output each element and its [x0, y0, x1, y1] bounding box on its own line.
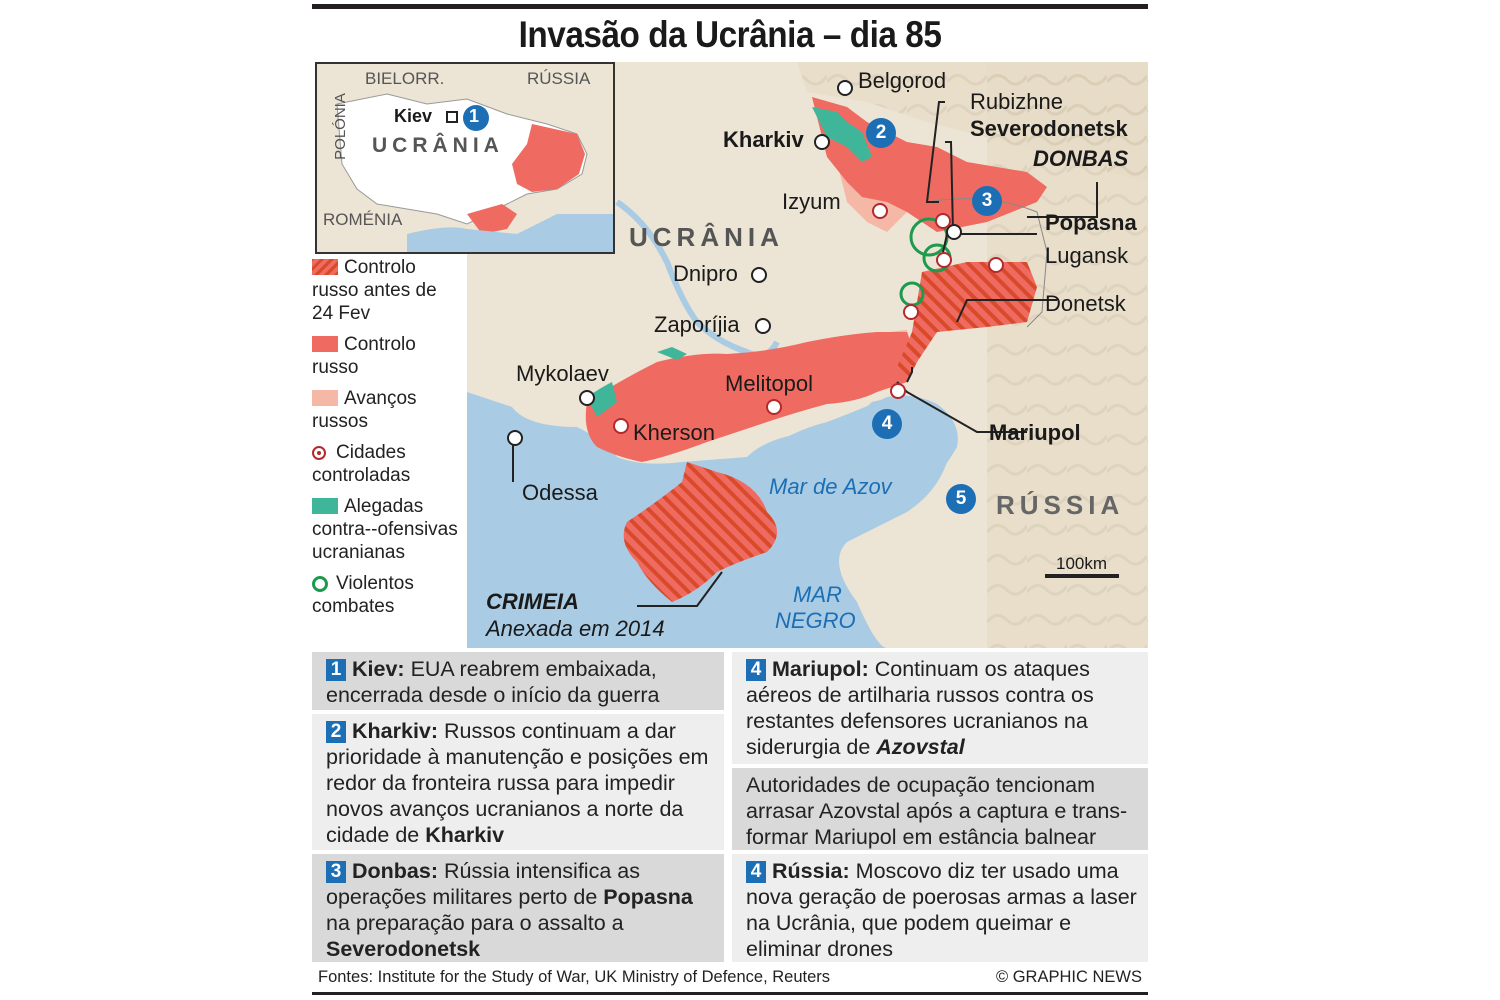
page-title: Invasão da Ucrânia – dia 85 — [518, 14, 942, 55]
advances-swatch — [312, 390, 338, 406]
credit-text: © GRAPHIC NEWS — [995, 968, 1142, 986]
label-popasna: Popasna — [1045, 210, 1137, 235]
belgorod-marker — [837, 80, 853, 96]
sources-text: Fontes: Institute for the Study of War, UK Ministry of Defence, Reuters — [318, 968, 831, 986]
inset-label-romenia: ROMÉNIA — [323, 210, 403, 229]
notes-panel — [312, 652, 1148, 962]
inset-kiev-marker — [447, 112, 457, 122]
legend-advances: Avanços russos — [312, 388, 417, 432]
note-number: 3 — [326, 861, 346, 883]
legend — [312, 256, 462, 626]
control-swatch — [312, 336, 338, 352]
label-donetsk: Donetsk — [1045, 291, 1126, 316]
fighting-ring-icon — [312, 576, 328, 592]
zaporijia-marker — [755, 318, 771, 334]
note-mariupol: 4 Mariupol: Continuam os ataques aéreos de artilharia russos contra os restantes defensores ucranianos na siderurgia de Azovstal — [732, 652, 1148, 764]
controlled-city-icon — [312, 446, 326, 460]
label-crimeia-sub: Anexada em 2014 — [486, 616, 665, 641]
label-izyum: Izyum — [782, 189, 841, 214]
label-kharkiv: Kharkiv — [723, 127, 804, 152]
label-melitopol: Melitopol — [725, 371, 814, 396]
bottom-rule — [312, 992, 1148, 995]
map-marker-4: 4 — [872, 409, 902, 439]
popasna-controlled-marker — [936, 252, 952, 268]
note-number: 4 — [746, 861, 766, 883]
note-azovstal: Autoridades de ocupação tencionam arrasar Azovstal após a captura e trans-formar Mariupol em estância balnear — [732, 768, 1148, 850]
inset-marker-1-label: 1 — [469, 106, 480, 126]
label-mariupol: Mariupol — [989, 420, 1081, 445]
odessa-marker — [507, 430, 523, 446]
label-belgorod: Belgorod — [858, 68, 947, 93]
rubizhne-controlled-marker — [935, 213, 951, 229]
map-marker-5: 5 — [946, 484, 976, 514]
legend-pre-war: Controlo russo antes de 24 Fev — [312, 257, 437, 324]
legend-fighting: Violentos combates — [312, 573, 414, 617]
label-mar: MAR — [793, 582, 842, 607]
mykolaev-marker — [579, 390, 595, 406]
label-azov: Mar de Azov — [769, 474, 892, 499]
dnipro-marker — [751, 267, 767, 283]
note-number: 2 — [326, 721, 346, 743]
lugansk-controlled-marker — [988, 257, 1004, 273]
note-kiev: 1 Kiev: EUA reabrem embaixada, encerrada desde o início da guerra — [312, 652, 724, 710]
inset-label-bielorr: BIELORR. — [365, 69, 445, 88]
mariupol-controlled-marker — [890, 383, 906, 399]
kherson-controlled-marker — [613, 418, 629, 434]
kharkiv-marker — [814, 134, 830, 150]
label-negro: NEGRO — [775, 608, 856, 633]
label-russia: RÚSSIA — [996, 490, 1125, 520]
note-number: 1 — [326, 659, 346, 681]
label-lugansk: Lugansk — [1045, 243, 1129, 268]
label-rubizhne: Rubizhne — [970, 89, 1063, 114]
note-number: 4 — [746, 659, 766, 681]
note-kharkiv: 2 Kharkiv: Russos continuam a dar prioridade à manutenção e posições em redor da fronteira russa para impedir novos avanços ucranianos a norte da cidade de Kharkiv — [312, 714, 724, 850]
label-scale: 100km — [1056, 554, 1108, 573]
inset-label-ucrania: UCRÂNIA — [372, 134, 504, 157]
legend-cities: Cidades controladas — [312, 442, 411, 486]
legend-control: Controlo russo — [312, 334, 416, 378]
legend-counter: Alegadas contra--ofensivas ucranianas — [312, 496, 458, 563]
hatch-swatch — [312, 259, 338, 275]
label-severodonetsk: Severodonetsk — [970, 116, 1128, 141]
note-donbas: 3 Donbas: Rússia intensifica as operações militares perto de Popasna na preparação para o assalto a Severodonetsk — [312, 854, 724, 962]
inset-label-kiev: Kiev — [394, 106, 433, 126]
donetsk-controlled-marker — [903, 304, 919, 320]
label-kherson: Kherson — [633, 420, 715, 445]
inset-label-russia: RÚSSIA — [527, 69, 591, 88]
label-donbas: DONBAS — [1033, 146, 1129, 171]
map-marker-2: 2 — [866, 118, 896, 148]
counter-swatch — [312, 498, 338, 514]
label-mykolaev: Mykolaev — [516, 361, 609, 386]
label-ucrania: UCRÂNIA — [629, 222, 784, 252]
label-crimeia: CRIMEIA — [486, 589, 579, 614]
infographic — [312, 0, 1148, 1000]
inset-map — [315, 62, 615, 254]
melitopol-controlled-marker — [766, 399, 782, 415]
inset-label-polonia: POLÓNIA — [331, 93, 349, 160]
note-russia: 4 Rússia: Moscovo diz ter usado uma nova geração de poerosas armas a laser na Ucrânia, que podem queimar e eliminar drones — [732, 854, 1148, 962]
map-marker-3: 3 — [972, 186, 1002, 216]
label-dnipro: Dnipro — [673, 261, 738, 286]
label-zaporijia: Zaporíjia — [654, 312, 740, 337]
label-odessa: Odessa — [522, 480, 598, 505]
izyum-controlled-marker — [872, 203, 888, 219]
